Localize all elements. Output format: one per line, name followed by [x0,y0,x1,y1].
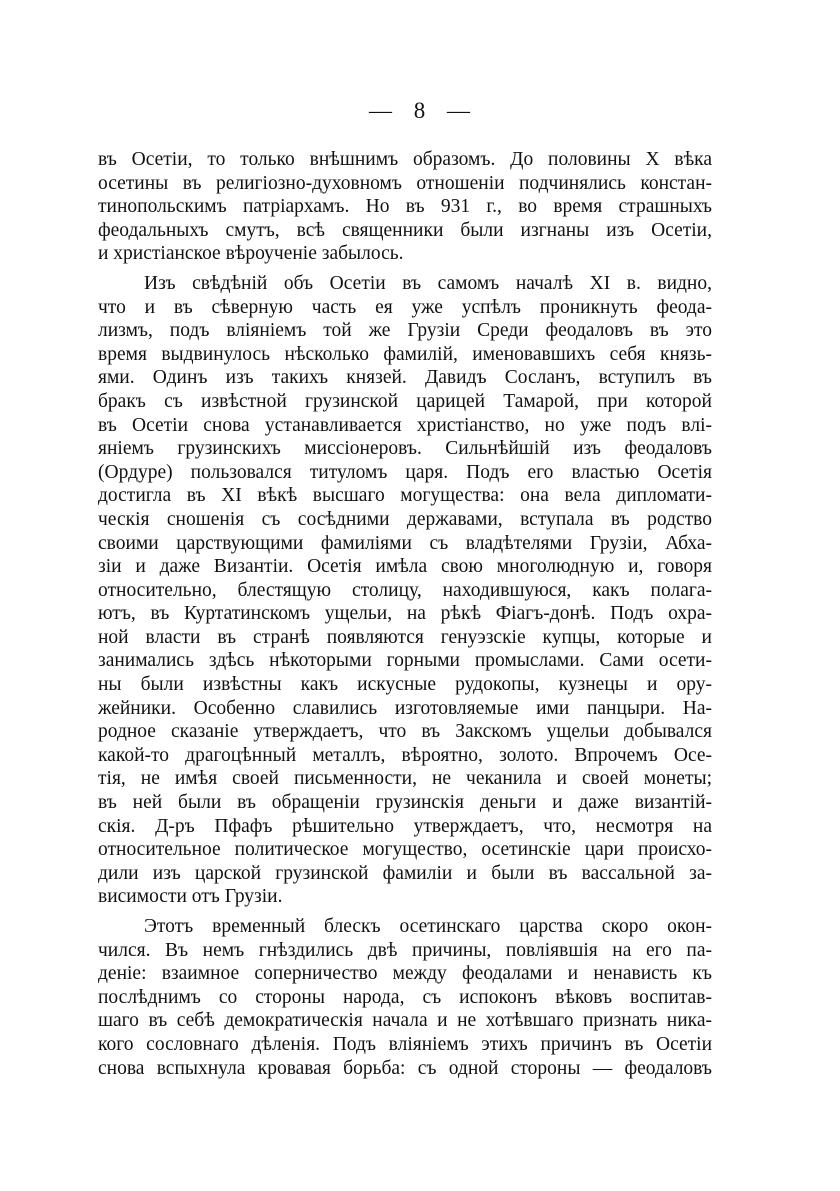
text-line: лизмъ, подъ влiянiемъ той же Грузiи Среди феодаловъ въ это [98,320,712,342]
text-line: кого сословнаго дѣленiя. Подъ влiянiемъ этихъ причинъ въ Осетiи [98,1033,712,1055]
text-line: ной власти въ странѣ появляются генуэзскiе купцы, которые и [98,626,712,648]
text-line: въ Осетiи, то только внѣшнимъ образомъ. До половины X вѣка [98,149,712,170]
text-line: янiемъ грузинскихъ миссiонеровъ. Сильнѣйшiй изъ феодаловъ [98,438,712,460]
paragraph-2 [98,272,712,909]
text-line: ями. Одинъ изъ такихъ князей. Давидъ Сосланъ, вступилъ въ [98,367,712,389]
text-line: время выдвинулось нѣсколько фамилiй, именовавшихъ себя князь- [98,343,712,365]
page-number-dash-left: — [369,98,393,123]
text-line: ны были извѣстны какъ искусные рудокопы, кузнецы и ору- [98,674,712,696]
text-line: и христiанское вѣроученiе забылось. [98,243,404,265]
text-line: Изъ свѣдѣнiй объ Осетiи въ самомъ началѣ XI в. видно, [144,272,712,294]
text-line: въ Осетiи снова устанавливается христiанство, но уже подъ влi- [98,414,712,436]
text-line: родное сказанiе утверждаетъ, что въ Закскомъ ущельи добывался [98,721,712,743]
text-line: въ ней были въ обращенiи грузинскiя деньги и даже византiй- [98,792,712,814]
body-text [98,148,712,1080]
text-line: ютъ, въ Куртатинскомъ ущельи, на рѣкѣ Фiагъ-донѣ. Подъ охра- [98,603,712,625]
text-line: относительное политическое могущество, осетинскiе цари происхо- [98,839,712,861]
text-line: ческiя сношенiя съ сосѣдними державами, вступала въ родство [98,508,712,530]
page-number-dash-right: — [447,98,471,123]
text-line: дили изъ царской грузинской фамилiи и были въ вассальной за- [98,862,712,884]
text-line: что и въ сѣверную часть ея уже успѣлъ проникнуть феода- [98,296,712,318]
text-line: зiи и даже Византiи. Осетiя имѣла свою многолюдную и, говоря [98,556,712,578]
text-line: послѣднимъ со стороны народа, съ испоконъ вѣковъ воспитав- [98,986,712,1008]
page-number [0,98,840,124]
text-line: относительно, блестящую столицу, находившуюся, какъ полага- [98,579,712,601]
text-line: жейники. Особенно славились изготовляемые ими панцыри. На- [98,697,712,719]
text-line: какой-то драгоцѣнный металлъ, вѣроятно, золото. Впрочемъ Осе- [98,744,712,766]
text-line: занимались здѣсь нѣкоторыми горными промыслами. Сами осети- [98,650,712,672]
paragraph-1 [98,148,712,266]
text-line: шаго въ себѣ демократическiя начала и не хотѣвшаго признать ника- [98,1010,712,1032]
text-line: тiя, не имѣя своей письменности, не чеканила и своей монеты; [98,768,712,790]
text-line: (Ордуре) пользовался титуломъ царя. Подъ его властью Осетiя [98,461,712,483]
text-line: Этотъ временный блескъ осетинскаго царства скоро окон- [144,916,712,937]
text-line: скiя. Д-ръ Пфафъ рѣшительно утверждаетъ, что, несмотря на [98,815,712,837]
text-line: снова вспыхнула кровавая борьба: съ одной стороны — феодаловъ [98,1057,712,1079]
page-number-value: 8 [413,98,427,123]
text-line: висимости отъ Грузiи. [98,886,283,908]
paragraph-3 [98,915,712,1080]
text-line: своими царствующими фамилiями съ владѣтелями Грузiи, Абха- [98,532,712,554]
text-line: достигла въ XI вѣкѣ высшаго могущества: она вела дипломати- [98,485,712,507]
text-line: феодальныхъ смутъ, всѣ священники были изгнаны изъ Осетiи, [98,219,712,241]
text-line: денiе: взаимное соперничество между феодалами и ненависть къ [98,963,712,985]
text-line: осетины въ религiозно-духовномъ отношенiи подчинялись констан- [98,172,712,194]
text-line: чился. Въ немъ гнѣздились двѣ причины, повлiявшiя на его па- [98,939,712,961]
text-line: бракъ съ извѣстной грузинской царицей Тамарой, при которой [98,390,712,412]
text-line: тинопольскимъ патрiархамъ. Но въ 931 г., во время страшныхъ [98,196,712,218]
